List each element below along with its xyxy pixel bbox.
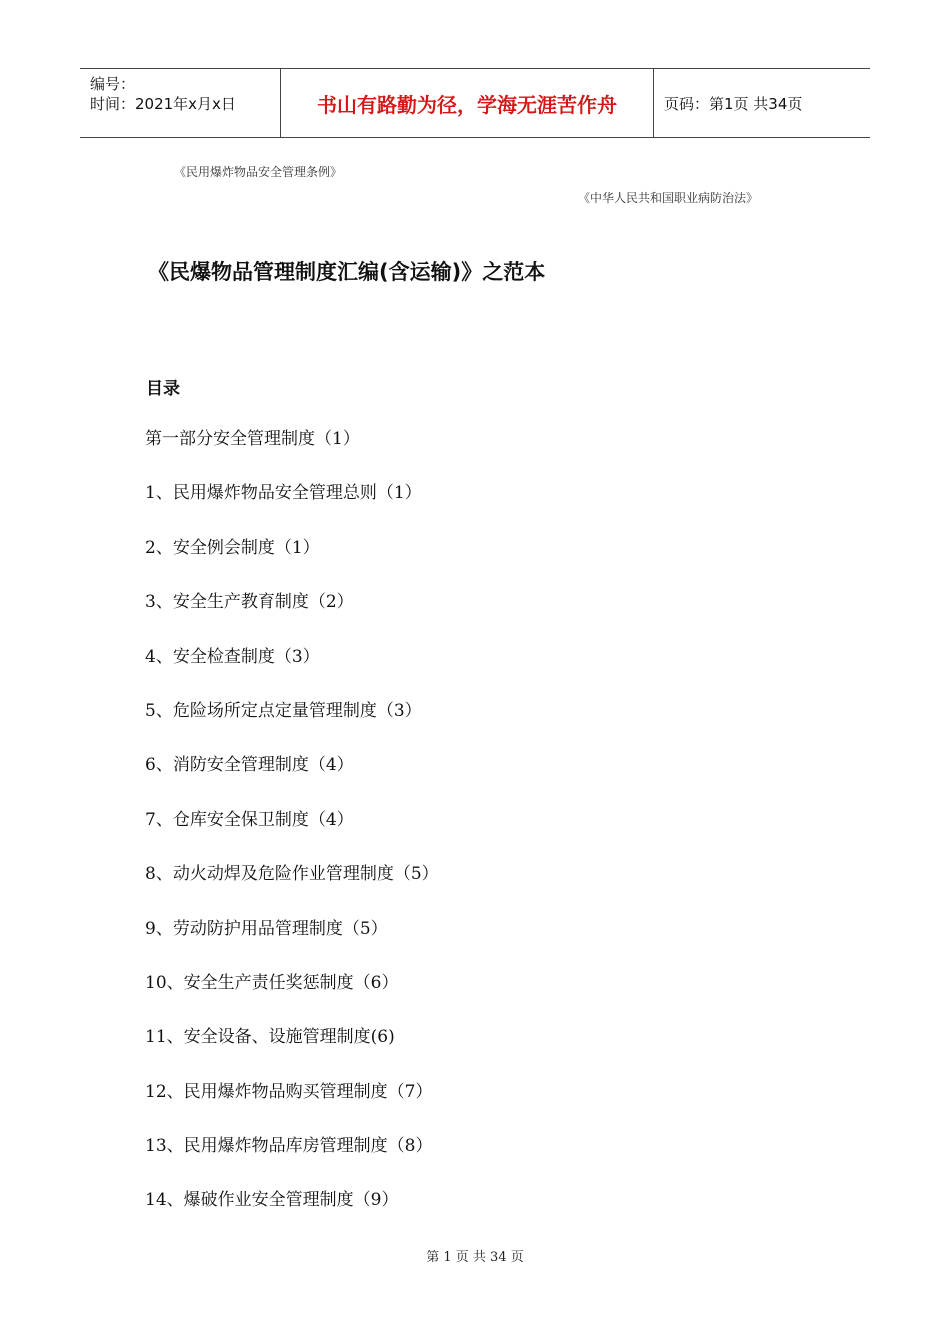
- toc-item: 10、安全生产责任奖惩制度（6）: [145, 972, 399, 993]
- toc-item: 14、爆破作业安全管理制度（9）: [145, 1190, 399, 1211]
- header-meta-cell: [80, 69, 281, 137]
- toc-item: 7、仓库安全保卫制度（4）: [145, 809, 354, 830]
- toc-heading: 目录: [146, 379, 180, 399]
- toc-item: 1、民用爆炸物品安全管理总则（1）: [145, 483, 422, 504]
- toc-item: 9、劳动防护用品管理制度（5）: [145, 918, 388, 939]
- toc-item: 6、消防安全管理制度（4）: [145, 755, 354, 776]
- table-of-contents: [145, 426, 439, 1242]
- header-page-info: 页码：第1页 共34页: [664, 94, 803, 113]
- reference-law: 《中华人民共和国职业病防治法》: [578, 191, 759, 205]
- toc-item: 2、安全例会制度（1）: [145, 537, 320, 558]
- toc-item: 5、危险场所定点定量管理制度（3）: [145, 700, 422, 721]
- toc-item: 4、安全检查制度（3）: [145, 646, 320, 667]
- toc-item: 第一部分安全管理制度（1）: [145, 429, 360, 449]
- document-title: 《民爆物品管理制度汇编(含运输)》之范本: [148, 260, 546, 284]
- toc-item: 8、动火动焊及危险作业管理制度（5）: [145, 864, 439, 885]
- toc-item: 13、民用爆炸物品库房管理制度（8）: [145, 1136, 433, 1157]
- page-footer: 第 1 页 共 34 页: [426, 1250, 524, 1265]
- header-motto: 书山有路勤为径，学海无涯苦作舟: [281, 69, 654, 137]
- reference-regulation: 《民用爆炸物品安全管理条例》: [174, 165, 343, 179]
- time-label: 时间：2021年x月x日: [90, 95, 236, 113]
- number-label: 编号：: [90, 75, 136, 93]
- page-header: [80, 68, 870, 138]
- toc-item: 12、民用爆炸物品购买管理制度（7）: [145, 1081, 433, 1102]
- toc-item: 3、安全生产教育制度（2）: [145, 592, 354, 613]
- toc-item: 11、安全设备、设施管理制度(6): [145, 1027, 395, 1048]
